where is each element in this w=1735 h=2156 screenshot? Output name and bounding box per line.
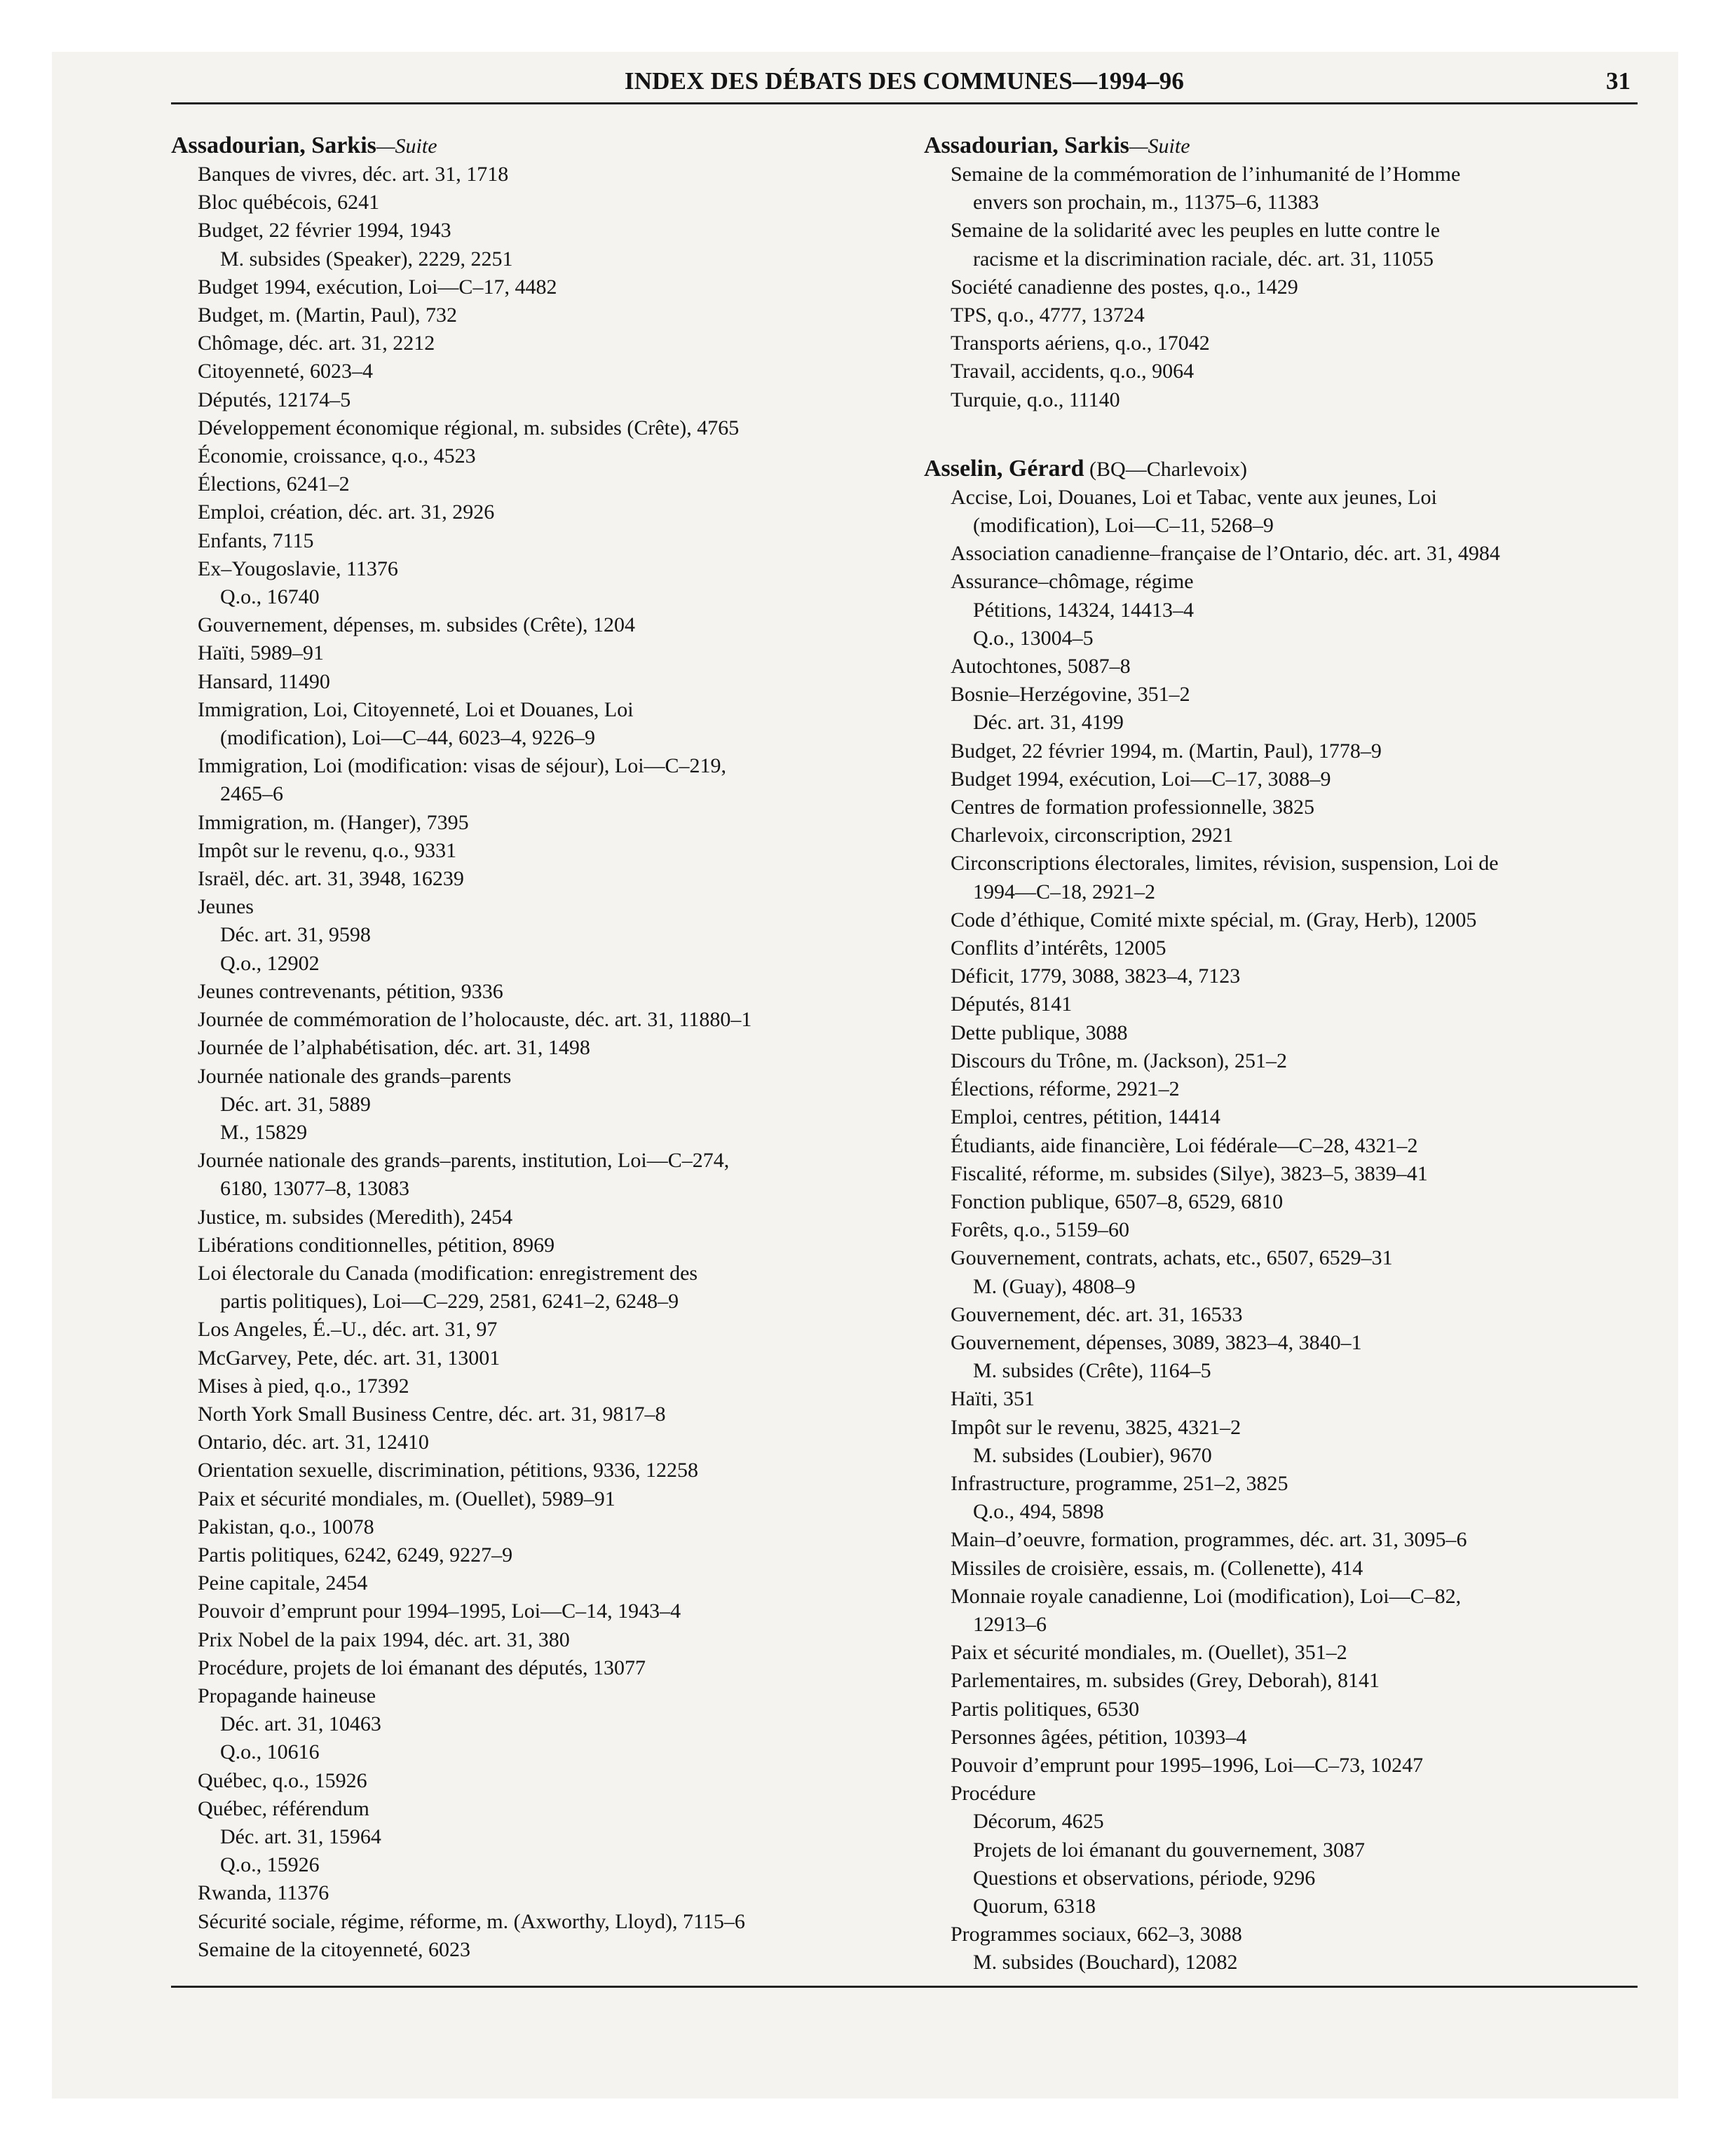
index-subentry: Sécurité sociale, régime, réforme, m. (Axworthy, Lloyd), 7115–6 — [198, 1909, 745, 1933]
index-subentry: Propagande haineuse — [198, 1684, 376, 1707]
index-subentry-detail: Déc. art. 31, 15964 — [220, 1824, 381, 1848]
index-subentry: Étudiants, aide financière, Loi fédérale—C–28, 4321–2 — [951, 1133, 1418, 1157]
index-subentry: Gouvernement, dépenses, 3089, 3823–4, 3840–1 — [951, 1330, 1362, 1354]
index-subentry-detail: racisme et la discrimination raciale, déc. art. 31, 11055 — [973, 247, 1434, 271]
entry-name: Asselin, Gérard — [924, 455, 1084, 482]
index-subentry: Forêts, q.o., 5159–60 — [951, 1218, 1129, 1242]
index-subentry: Budget, 22 février 1994, 1943 — [198, 219, 451, 243]
index-subentry: Bosnie–Herzégovine, 351–2 — [951, 683, 1190, 707]
index-subentry: Journée de commémoration de l’holocauste, déc. art. 31, 11880–1 — [198, 1008, 752, 1032]
index-subentry: Haïti, 351 — [951, 1387, 1035, 1411]
index-subentry: Fiscalité, réforme, m. subsides (Silye), 3823–5, 3839–41 — [951, 1161, 1428, 1185]
right-column — [924, 132, 1639, 1977]
index-subentry-detail: Q.o., 15926 — [220, 1853, 320, 1877]
index-subentry: Main–d’oeuvre, formation, programmes, déc. art. 31, 3095–6 — [951, 1528, 1467, 1552]
index-subentry: Rwanda, 11376 — [198, 1881, 329, 1905]
index-subentry: Gouvernement, dépenses, m. subsides (Crête), 1204 — [198, 613, 636, 637]
index-subentry: Ex–Yougoslavie, 11376 — [198, 557, 398, 580]
index-subentry: Prix Nobel de la paix 1994, déc. art. 31, 380 — [198, 1628, 570, 1651]
index-subentry: Turquie, q.o., 11140 — [951, 388, 1120, 411]
entry-heading — [171, 132, 879, 161]
index-subentry-detail: Quorum, 6318 — [973, 1894, 1096, 1918]
index-subentry: Québec, référendum — [198, 1796, 369, 1820]
index-entry-block — [171, 132, 879, 1964]
entry-lines — [924, 161, 1639, 414]
index-subentry: Circonscriptions électorales, limites, révision, suspension, Loi de — [951, 852, 1499, 875]
index-subentry-detail: 12913–6 — [973, 1612, 1047, 1636]
index-subentry: Députés, 8141 — [951, 992, 1073, 1016]
index-subentry: Société canadienne des postes, q.o., 1429 — [951, 275, 1298, 299]
index-subentry: Députés, 12174–5 — [198, 388, 351, 411]
index-subentry: Fonction publique, 6507–8, 6529, 6810 — [951, 1189, 1284, 1213]
index-subentry-detail: Déc. art. 31, 5889 — [220, 1092, 371, 1116]
index-subentry: Personnes âgées, pétition, 10393–4 — [951, 1725, 1247, 1749]
index-subentry-detail: Déc. art. 31, 10463 — [220, 1712, 381, 1736]
index-subentry-detail: Q.o., 12902 — [220, 951, 320, 975]
index-subentry: Semaine de la commémoration de l’inhumanité de l’Homme — [951, 163, 1461, 186]
index-subentry-detail: Q.o., 10616 — [220, 1740, 320, 1764]
index-subentry-detail: Questions et observations, période, 9296 — [973, 1866, 1316, 1890]
index-subentry: Partis politiques, 6242, 6249, 9227–9 — [198, 1543, 513, 1567]
index-subentry: Pouvoir d’emprunt pour 1994–1995, Loi—C–14, 1943–4 — [198, 1599, 681, 1623]
index-subentry: Bloc québécois, 6241 — [198, 191, 380, 214]
index-subentry: Procédure — [951, 1782, 1036, 1806]
index-subentry: North York Small Business Centre, déc. art. 31, 9817–8 — [198, 1402, 666, 1426]
index-subentry: Semaine de la citoyenneté, 6023 — [198, 1937, 471, 1961]
index-subentry: Développement économique régional, m. subsides (Crête), 4765 — [198, 416, 740, 439]
index-subentry: Orientation sexuelle, discrimination, pétitions, 9336, 12258 — [198, 1459, 699, 1482]
index-subentry: Mises à pied, q.o., 17392 — [198, 1374, 409, 1398]
index-subentry: Code d’éthique, Comité mixte spécial, m. (Gray, Herb), 12005 — [951, 908, 1477, 932]
entry-lines — [924, 484, 1639, 1977]
index-subentry: Budget, 22 février 1994, m. (Martin, Paul), 1778–9 — [951, 739, 1382, 763]
entry-name: Assadourian, Sarkis — [171, 132, 376, 158]
index-subentry: Assurance–chômage, régime — [951, 570, 1194, 594]
index-subentry: Justice, m. subsides (Meredith), 2454 — [198, 1205, 513, 1229]
index-subentry: Travail, accidents, q.o., 9064 — [951, 360, 1195, 383]
index-subentry: Association canadienne–française de l’Ontario, déc. art. 31, 4984 — [951, 542, 1500, 566]
index-subentry: Élections, 6241–2 — [198, 472, 350, 496]
index-subentry: Accise, Loi, Douanes, Loi et Tabac, vente aux jeunes, Loi — [951, 485, 1437, 509]
index-subentry: Ontario, déc. art. 31, 12410 — [198, 1431, 429, 1454]
index-subentry: Élections, réforme, 2921–2 — [951, 1077, 1180, 1101]
index-subentry-detail: Q.o., 16740 — [220, 585, 320, 609]
index-subentry: Budget 1994, exécution, Loi—C–17, 3088–9 — [951, 767, 1331, 791]
index-subentry: McGarvey, Pete, déc. art. 31, 13001 — [198, 1346, 501, 1370]
index-subentry: Programmes sociaux, 662–3, 3088 — [951, 1923, 1242, 1946]
index-subentry: Banques de vivres, déc. art. 31, 1718 — [198, 163, 509, 186]
index-subentry: Procédure, projets de loi émanant des députés, 13077 — [198, 1656, 646, 1679]
index-subentry-detail: partis politiques), Loi—C–229, 2581, 6241–2, 6248–9 — [220, 1290, 679, 1314]
index-subentry-detail: Déc. art. 31, 4199 — [973, 711, 1124, 735]
page-title: INDEX DES DÉBATS DES COMMUNES—1994–96 — [624, 67, 1185, 95]
index-subentry: Emploi, création, déc. art. 31, 2926 — [198, 500, 495, 524]
index-subentry: Paix et sécurité mondiales, m. (Ouellet), 351–2 — [951, 1641, 1347, 1665]
index-subentry-detail: Déc. art. 31, 9598 — [220, 923, 371, 947]
header-rule — [171, 102, 1638, 104]
index-subentry: Économie, croissance, q.o., 4523 — [198, 444, 476, 468]
index-subentry: Déficit, 1779, 3088, 3823–4, 7123 — [951, 964, 1241, 988]
index-subentry: Autochtones, 5087–8 — [951, 655, 1131, 678]
index-subentry: Budget 1994, exécution, Loi—C–17, 4482 — [198, 275, 557, 299]
index-subentry-detail: M. subsides (Crête), 1164–5 — [973, 1359, 1211, 1383]
index-subentry: Discours du Trône, m. (Jackson), 251–2 — [951, 1049, 1287, 1072]
index-subentry: Parlementaires, m. subsides (Grey, Deborah), 8141 — [951, 1669, 1380, 1693]
index-subentry: Jeunes contrevenants, pétition, 9336 — [198, 979, 503, 1003]
index-subentry: Enfants, 7115 — [198, 528, 314, 552]
entry-suffix: —Suite — [376, 135, 437, 158]
entry-lines — [171, 161, 879, 1964]
index-subentry: Journée de l’alphabétisation, déc. art. 31, 1498 — [198, 1036, 590, 1060]
index-subentry-detail: M. subsides (Speaker), 2229, 2251 — [220, 247, 513, 271]
index-subentry-detail: 6180, 13077–8, 13083 — [220, 1177, 409, 1201]
index-subentry: Budget, m. (Martin, Paul), 732 — [198, 303, 457, 327]
index-subentry-detail: M. subsides (Bouchard), 12082 — [973, 1951, 1238, 1974]
index-subentry: Semaine de la solidarité avec les peuples en lutte contre le — [951, 219, 1441, 243]
page-header — [171, 67, 1638, 107]
index-subentry-detail: 2465–6 — [220, 782, 283, 806]
left-column — [171, 132, 879, 1964]
index-subentry-detail: 1994—C–18, 2921–2 — [973, 880, 1156, 903]
index-subentry: Missiles de croisière, essais, m. (Collenette), 414 — [951, 1556, 1363, 1580]
index-subentry: Israël, déc. art. 31, 3948, 16239 — [198, 867, 464, 891]
index-subentry-detail: (modification), Loi—C–44, 6023–4, 9226–9 — [220, 726, 595, 750]
index-subentry-detail: envers son prochain, m., 11375–6, 11383 — [973, 191, 1319, 214]
index-subentry: Citoyenneté, 6023–4 — [198, 360, 373, 383]
index-subentry: Immigration, m. (Hanger), 7395 — [198, 810, 469, 834]
index-subentry: Emploi, centres, pétition, 14414 — [951, 1105, 1220, 1129]
index-subentry: Immigration, Loi (modification: visas de séjour), Loi—C–219, — [198, 754, 727, 778]
index-subentry: Loi électorale du Canada (modification: enregistrement des — [198, 1261, 698, 1285]
entry-affiliation: (BQ—Charlevoix) — [1084, 457, 1248, 481]
entry-suffix: —Suite — [1129, 135, 1190, 158]
index-subentry: Los Angeles, É.–U., déc. art. 31, 97 — [198, 1318, 498, 1342]
index-subentry: Charlevoix, circonscription, 2921 — [951, 824, 1234, 847]
index-subentry: Impôt sur le revenu, 3825, 4321–2 — [951, 1415, 1241, 1439]
index-subentry: Conflits d’intérêts, 12005 — [951, 936, 1166, 960]
index-entry-block — [924, 132, 1639, 414]
entry-name: Assadourian, Sarkis — [924, 132, 1129, 158]
index-subentry: Transports aériens, q.o., 17042 — [951, 332, 1210, 355]
index-subentry: Pouvoir d’emprunt pour 1995–1996, Loi—C–73, 10247 — [951, 1753, 1424, 1777]
index-subentry: Gouvernement, déc. art. 31, 16533 — [951, 1302, 1243, 1326]
index-subentry: Peine capitale, 2454 — [198, 1571, 368, 1595]
index-subentry-detail: Q.o., 13004–5 — [973, 626, 1094, 650]
index-subentry: Libérations conditionnelles, pétition, 8969 — [198, 1233, 555, 1257]
index-subentry-detail: M. subsides (Loubier), 9670 — [973, 1443, 1212, 1467]
index-subentry-detail: M., 15829 — [220, 1120, 308, 1144]
index-subentry-detail: Projets de loi émanant du gouvernement, 3087 — [973, 1838, 1366, 1862]
index-subentry: Journée nationale des grands–parents, institution, Loi—C–274, — [198, 1149, 730, 1173]
index-subentry: Haïti, 5989–91 — [198, 641, 324, 665]
index-subentry: Gouvernement, contrats, achats, etc., 6507, 6529–31 — [951, 1246, 1393, 1270]
index-subentry: Monnaie royale canadienne, Loi (modification), Loi—C–82, — [951, 1584, 1462, 1608]
index-subentry: Infrastructure, programme, 251–2, 3825 — [951, 1471, 1288, 1495]
index-subentry: Pakistan, q.o., 10078 — [198, 1515, 374, 1538]
index-entry-block — [924, 455, 1639, 1977]
index-subentry: Hansard, 11490 — [198, 669, 330, 693]
index-subentry-detail: Décorum, 4625 — [973, 1810, 1104, 1834]
index-subentry-detail: (modification), Loi—C–11, 5268–9 — [973, 514, 1274, 538]
index-subentry: Partis politiques, 6530 — [951, 1697, 1140, 1721]
index-subentry: Dette publique, 3088 — [951, 1021, 1128, 1044]
footer-rule — [171, 1986, 1638, 1988]
entry-heading — [924, 132, 1639, 161]
entry-heading — [924, 455, 1639, 484]
index-subentry: Québec, q.o., 15926 — [198, 1768, 367, 1792]
index-subentry-detail: Pétitions, 14324, 14413–4 — [973, 598, 1195, 622]
index-subentry-detail: M. (Guay), 4808–9 — [973, 1274, 1136, 1298]
index-subentry: Chômage, déc. art. 31, 2212 — [198, 332, 435, 355]
index-subentry-detail: Q.o., 494, 5898 — [973, 1500, 1104, 1524]
index-subentry: Impôt sur le revenu, q.o., 9331 — [198, 838, 457, 862]
index-subentry: Journée nationale des grands–parents — [198, 1064, 512, 1088]
index-subentry: TPS, q.o., 4777, 13724 — [951, 303, 1145, 327]
index-subentry: Paix et sécurité mondiales, m. (Ouellet), 5989–91 — [198, 1487, 615, 1510]
index-subentry: Immigration, Loi, Citoyenneté, Loi et Douanes, Loi — [198, 697, 634, 721]
page-number: 31 — [1606, 67, 1631, 95]
index-subentry: Jeunes — [198, 895, 254, 919]
index-subentry: Centres de formation professionnelle, 3825 — [951, 796, 1315, 819]
